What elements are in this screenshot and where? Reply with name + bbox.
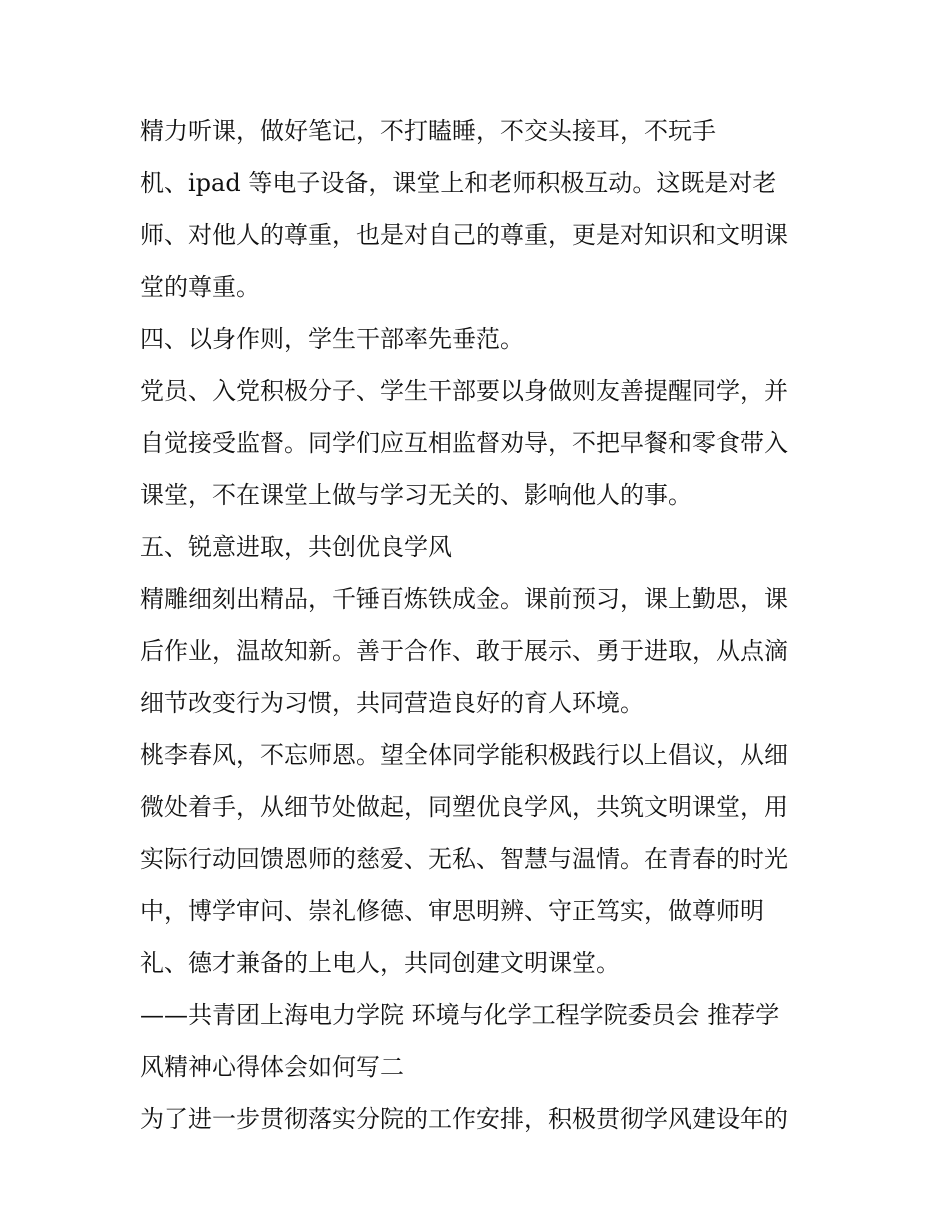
text-line: 中，博学审问、崇礼修德、审思明辨、守正笃实，做尊师明: [140, 897, 764, 925]
text-line: 精力听课，做好笔记，不打瞌睡，不交头接耳，不玩手: [140, 117, 716, 145]
text-line: 机、ipad 等电子设备，课堂上和老师积极互动。这既是对老: [140, 169, 777, 197]
text-line: 精雕细刻出精品，千锤百炼铁成金。课前预习，课上勤思，课: [140, 585, 788, 613]
document-body: [140, 105, 820, 1145]
title-line: 风精神心得体会如何写二: [140, 1053, 404, 1081]
section-heading-5: 五、锐意进取，共创优良学风: [140, 533, 452, 561]
text-line: 自觉接受监督。同学们应互相监督劝导，不把早餐和零食带入: [140, 429, 788, 457]
section-heading-4: 四、以身作则，学生干部率先垂范。: [140, 325, 524, 353]
text-line: 礼、德才兼备的上电人，共同创建文明课堂。: [140, 949, 620, 977]
text-line: 细节改变行为习惯，共同营造良好的育人环境。: [140, 689, 644, 717]
text-line: 师、对他人的尊重，也是对自己的尊重，更是对知识和文明课: [140, 221, 788, 249]
text-line: 为了进一步贯彻落实分院的工作安排，积极贯彻学风建设年的: [140, 1105, 788, 1133]
text-line: 微处着手，从细节处做起，同塑优良学风，共筑文明课堂，用: [140, 793, 788, 821]
text-line: 后作业，温故知新。善于合作、敢于展示、勇于进取，从点滴: [140, 637, 788, 665]
text-line: 党员、入党积极分子、学生干部要以身做则友善提醒同学，并: [140, 377, 788, 405]
text-line: 桃李春风，不忘师恩。望全体同学能积极践行以上倡议，从细: [140, 741, 788, 769]
text-line: 堂的尊重。: [140, 273, 260, 301]
signature-line: ——共青团上海电力学院 环境与化学工程学院委员会 推荐学: [140, 1001, 780, 1029]
text-line: 课堂，不在课堂上做与学习无关的、影响他人的事。: [140, 481, 692, 509]
text-line: 实际行动回馈恩师的慈爱、无私、智慧与温情。在青春的时光: [140, 845, 788, 873]
